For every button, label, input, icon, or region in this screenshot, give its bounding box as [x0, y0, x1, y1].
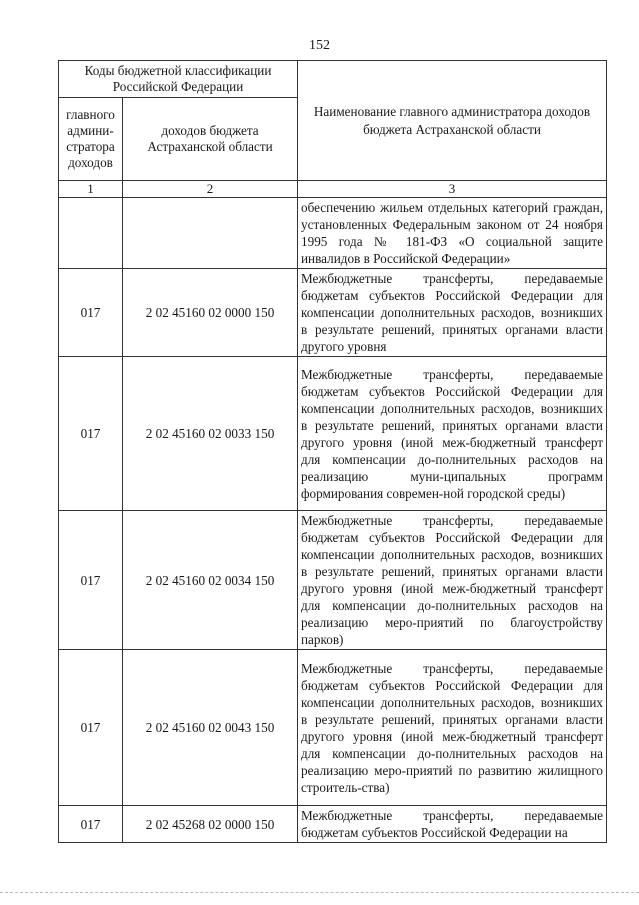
- description-cell: Межбюджетные трансферты, передаваемые бюджетам субъектов Российской Федерации для компенсации дополнительных расходов, возникших в результате решений, принятых органами власти другого уровня (иной меж-бюджетный трансферт для компенсации до-полнительных расходов на реализацию меро-приятий по развитию жилищного строитель-ства): [298, 650, 607, 806]
- description-cell: Межбюджетные трансферты, передаваемые бюджетам субъектов Российской Федерации для компенсации дополнительных расходов, возникших в результате решений, принятых органами власти другого уровня (иной меж-бюджетный трансферт для компенсации до-полнительных расходов на реализацию муни-ципальных программ формирования современ-ной городской среды): [298, 357, 607, 511]
- admin-code-cell: 017: [59, 806, 123, 843]
- admin-code-cell: 017: [59, 650, 123, 806]
- income-code-cell: 2 02 45160 02 0034 150: [123, 511, 298, 650]
- budget-classification-table: [58, 60, 607, 843]
- column-number-1: 1: [59, 181, 123, 198]
- table-row: [59, 269, 607, 357]
- admin-code-cell: [59, 198, 123, 269]
- page-number: 152: [309, 38, 330, 53]
- income-code-cell: 2 02 45160 02 0043 150: [123, 650, 298, 806]
- column-number-3: 3: [298, 181, 607, 198]
- header-main-administrator: главного админи-стратора доходов: [59, 98, 123, 181]
- header-administrator-name: Наименование главного администратора доходов бюджета Астраханской области: [298, 61, 607, 181]
- header-income-code: доходов бюджета Астраханской области: [123, 98, 298, 181]
- description-cell: Межбюджетные трансферты, передаваемые бюджетам субъектов Российской Федерации для компенсации дополнительных расходов, возникших в результате решений, принятых органами власти другого уровня (иной меж-бюджетный трансферт для компенсации до-полнительных расходов на реализацию меро-приятий по благоустройству парков): [298, 511, 607, 650]
- table-row: [59, 650, 607, 806]
- column-number-2: 2: [123, 181, 298, 198]
- income-code-cell: [123, 198, 298, 269]
- table-row: [59, 198, 607, 269]
- header-codes-group: Коды бюджетной классификации Российской Федерации: [59, 61, 298, 98]
- table-row: [59, 511, 607, 650]
- income-code-cell: 2 02 45268 02 0000 150: [123, 806, 298, 843]
- income-code-cell: 2 02 45160 02 0033 150: [123, 357, 298, 511]
- description-cell: обеспечению жильем отдельных категорий граждан, установленных Федеральным законом от 24 ноября 1995 года № 181-ФЗ «О социальной защите инвалидов в Российской Федерации»: [298, 198, 607, 269]
- admin-code-cell: 017: [59, 269, 123, 357]
- description-cell: Межбюджетные трансферты, передаваемые бюджетам субъектов Российской Федерации для компенсации дополнительных расходов, возникших в результате решений, принятых органами власти другого уровня: [298, 269, 607, 357]
- admin-code-cell: 017: [59, 357, 123, 511]
- income-code-cell: 2 02 45160 02 0000 150: [123, 269, 298, 357]
- page-bottom-edge: [0, 892, 639, 893]
- admin-code-cell: 017: [59, 511, 123, 650]
- description-cell: Межбюджетные трансферты, передаваемые бюджетам субъектов Российской Федерации на: [298, 806, 607, 843]
- table-row: [59, 357, 607, 511]
- table-row: [59, 806, 607, 843]
